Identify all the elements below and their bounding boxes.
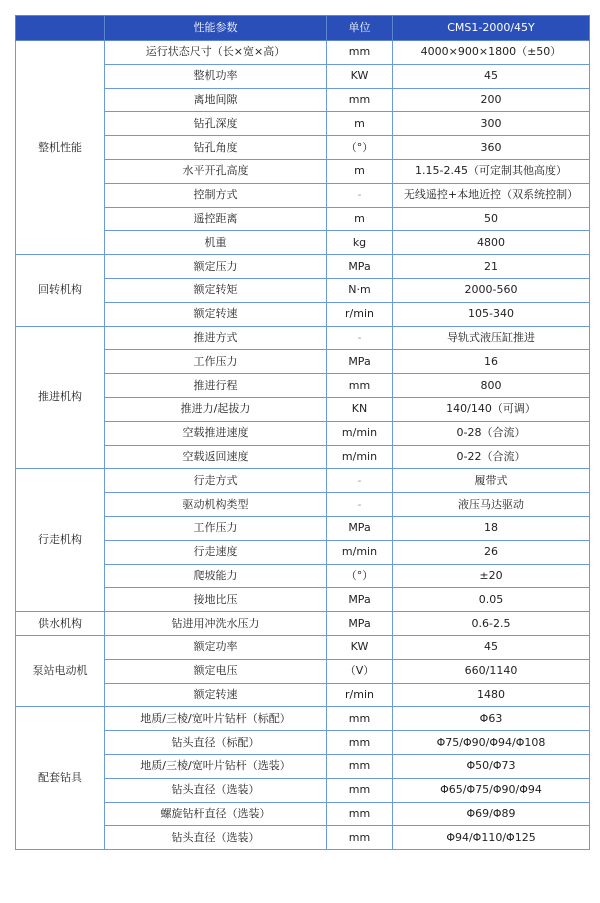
param-cell: 钻孔深度 [105, 112, 327, 136]
unit-cell: N·m [327, 278, 393, 302]
unit-cell: MPa [327, 255, 393, 279]
group-name-cell: 整机性能 [16, 41, 105, 255]
unit-cell: m/min [327, 540, 393, 564]
unit-cell: r/min [327, 683, 393, 707]
param-cell: 推进行程 [105, 374, 327, 398]
value-cell: 2000-560 [393, 278, 590, 302]
value-cell: 660/1140 [393, 659, 590, 683]
param-cell: 地质/三棱/宽叶片钻杆（选装） [105, 754, 327, 778]
unit-cell: - [327, 469, 393, 493]
value-cell: Φ65/Φ75/Φ90/Φ94 [393, 778, 590, 802]
value-cell: Φ94/Φ110/Φ125 [393, 826, 590, 850]
unit-cell: - [327, 183, 393, 207]
header-model: CMS1-2000/45Y [393, 16, 590, 41]
param-cell: 运行状态尺寸（长×宽×高） [105, 41, 327, 65]
param-cell: 额定转矩 [105, 278, 327, 302]
value-cell: 0-28（合流） [393, 421, 590, 445]
unit-cell: MPa [327, 350, 393, 374]
unit-cell: mm [327, 41, 393, 65]
value-cell: 140/140（可调） [393, 397, 590, 421]
param-cell: 工作压力 [105, 516, 327, 540]
value-cell: 0-22（合流） [393, 445, 590, 469]
param-cell: 工作压力 [105, 350, 327, 374]
unit-cell: MPa [327, 612, 393, 636]
param-cell: 钻孔角度 [105, 136, 327, 160]
unit-cell: （°） [327, 564, 393, 588]
value-cell: 105-340 [393, 302, 590, 326]
value-cell: 18 [393, 516, 590, 540]
value-cell: 200 [393, 88, 590, 112]
unit-cell: mm [327, 826, 393, 850]
unit-cell: m/min [327, 421, 393, 445]
param-cell: 推进方式 [105, 326, 327, 350]
param-cell: 控制方式 [105, 183, 327, 207]
unit-cell: mm [327, 374, 393, 398]
unit-cell: - [327, 493, 393, 517]
unit-cell: （V） [327, 659, 393, 683]
param-cell: 机重 [105, 231, 327, 255]
param-cell: 行走方式 [105, 469, 327, 493]
value-cell: 导轨式液压缸推进 [393, 326, 590, 350]
value-cell: 0.6-2.5 [393, 612, 590, 636]
param-cell: 螺旋钻杆直径（选装） [105, 802, 327, 826]
spec-table [15, 15, 590, 850]
param-cell: 额定电压 [105, 659, 327, 683]
unit-cell: mm [327, 778, 393, 802]
value-cell: Φ50/Φ73 [393, 754, 590, 778]
value-cell: 1480 [393, 683, 590, 707]
value-cell: 50 [393, 207, 590, 231]
param-cell: 钻头直径（标配） [105, 731, 327, 755]
unit-cell: MPa [327, 516, 393, 540]
table-row [16, 707, 590, 731]
table-row [16, 326, 590, 350]
unit-cell: r/min [327, 302, 393, 326]
group-name-cell: 回转机构 [16, 255, 105, 326]
param-cell: 额定转速 [105, 683, 327, 707]
header-group [16, 16, 105, 41]
unit-cell: KW [327, 635, 393, 659]
value-cell: 履带式 [393, 469, 590, 493]
value-cell: 4000×900×1800（±50） [393, 41, 590, 65]
value-cell: 液压马达驱动 [393, 493, 590, 517]
value-cell: 360 [393, 136, 590, 160]
param-cell: 空载返回速度 [105, 445, 327, 469]
value-cell: 800 [393, 374, 590, 398]
param-cell: 水平开孔高度 [105, 159, 327, 183]
table-row [16, 41, 590, 65]
unit-cell: m/min [327, 445, 393, 469]
header-param: 性能参数 [105, 16, 327, 41]
param-cell: 推进力/起拔力 [105, 397, 327, 421]
unit-cell: m [327, 207, 393, 231]
param-cell: 离地间隙 [105, 88, 327, 112]
table-row [16, 612, 590, 636]
param-cell: 钻头直径（选装） [105, 826, 327, 850]
param-cell: 驱动机构类型 [105, 493, 327, 517]
param-cell: 额定功率 [105, 635, 327, 659]
group-name-cell: 行走机构 [16, 469, 105, 612]
param-cell: 地质/三棱/宽叶片钻杆（标配） [105, 707, 327, 731]
param-cell: 钻头直径（选装） [105, 778, 327, 802]
value-cell: 1.15-2.45（可定制其他高度） [393, 159, 590, 183]
param-cell: 爬坡能力 [105, 564, 327, 588]
value-cell: 21 [393, 255, 590, 279]
param-cell: 整机功率 [105, 64, 327, 88]
unit-cell: m [327, 112, 393, 136]
param-cell: 接地比压 [105, 588, 327, 612]
value-cell: Φ63 [393, 707, 590, 731]
param-cell: 钻进用冲洗水压力 [105, 612, 327, 636]
value-cell: 45 [393, 635, 590, 659]
param-cell: 额定压力 [105, 255, 327, 279]
header-row [16, 16, 590, 41]
unit-cell: - [327, 326, 393, 350]
value-cell: Φ69/Φ89 [393, 802, 590, 826]
unit-cell: mm [327, 88, 393, 112]
param-cell: 遥控距离 [105, 207, 327, 231]
param-cell: 行走速度 [105, 540, 327, 564]
unit-cell: mm [327, 707, 393, 731]
value-cell: 26 [393, 540, 590, 564]
unit-cell: KN [327, 397, 393, 421]
table-row [16, 469, 590, 493]
value-cell: Φ75/Φ90/Φ94/Φ108 [393, 731, 590, 755]
param-cell: 额定转速 [105, 302, 327, 326]
unit-cell: （°） [327, 136, 393, 160]
value-cell: 4800 [393, 231, 590, 255]
value-cell: 16 [393, 350, 590, 374]
unit-cell: mm [327, 754, 393, 778]
table-header [16, 16, 590, 41]
value-cell: 无线遥控+本地近控（双系统控制） [393, 183, 590, 207]
unit-cell: kg [327, 231, 393, 255]
param-cell: 空载推进速度 [105, 421, 327, 445]
header-unit: 单位 [327, 16, 393, 41]
value-cell: 300 [393, 112, 590, 136]
value-cell: 45 [393, 64, 590, 88]
unit-cell: mm [327, 731, 393, 755]
group-name-cell: 推进机构 [16, 326, 105, 469]
unit-cell: mm [327, 802, 393, 826]
unit-cell: MPa [327, 588, 393, 612]
table-row [16, 255, 590, 279]
value-cell: 0.05 [393, 588, 590, 612]
group-name-cell: 泵站电动机 [16, 635, 105, 706]
group-name-cell: 供水机构 [16, 612, 105, 636]
value-cell: ±20 [393, 564, 590, 588]
unit-cell: KW [327, 64, 393, 88]
group-name-cell: 配套钻具 [16, 707, 105, 850]
table-row [16, 635, 590, 659]
table-body [16, 41, 590, 850]
unit-cell: m [327, 159, 393, 183]
